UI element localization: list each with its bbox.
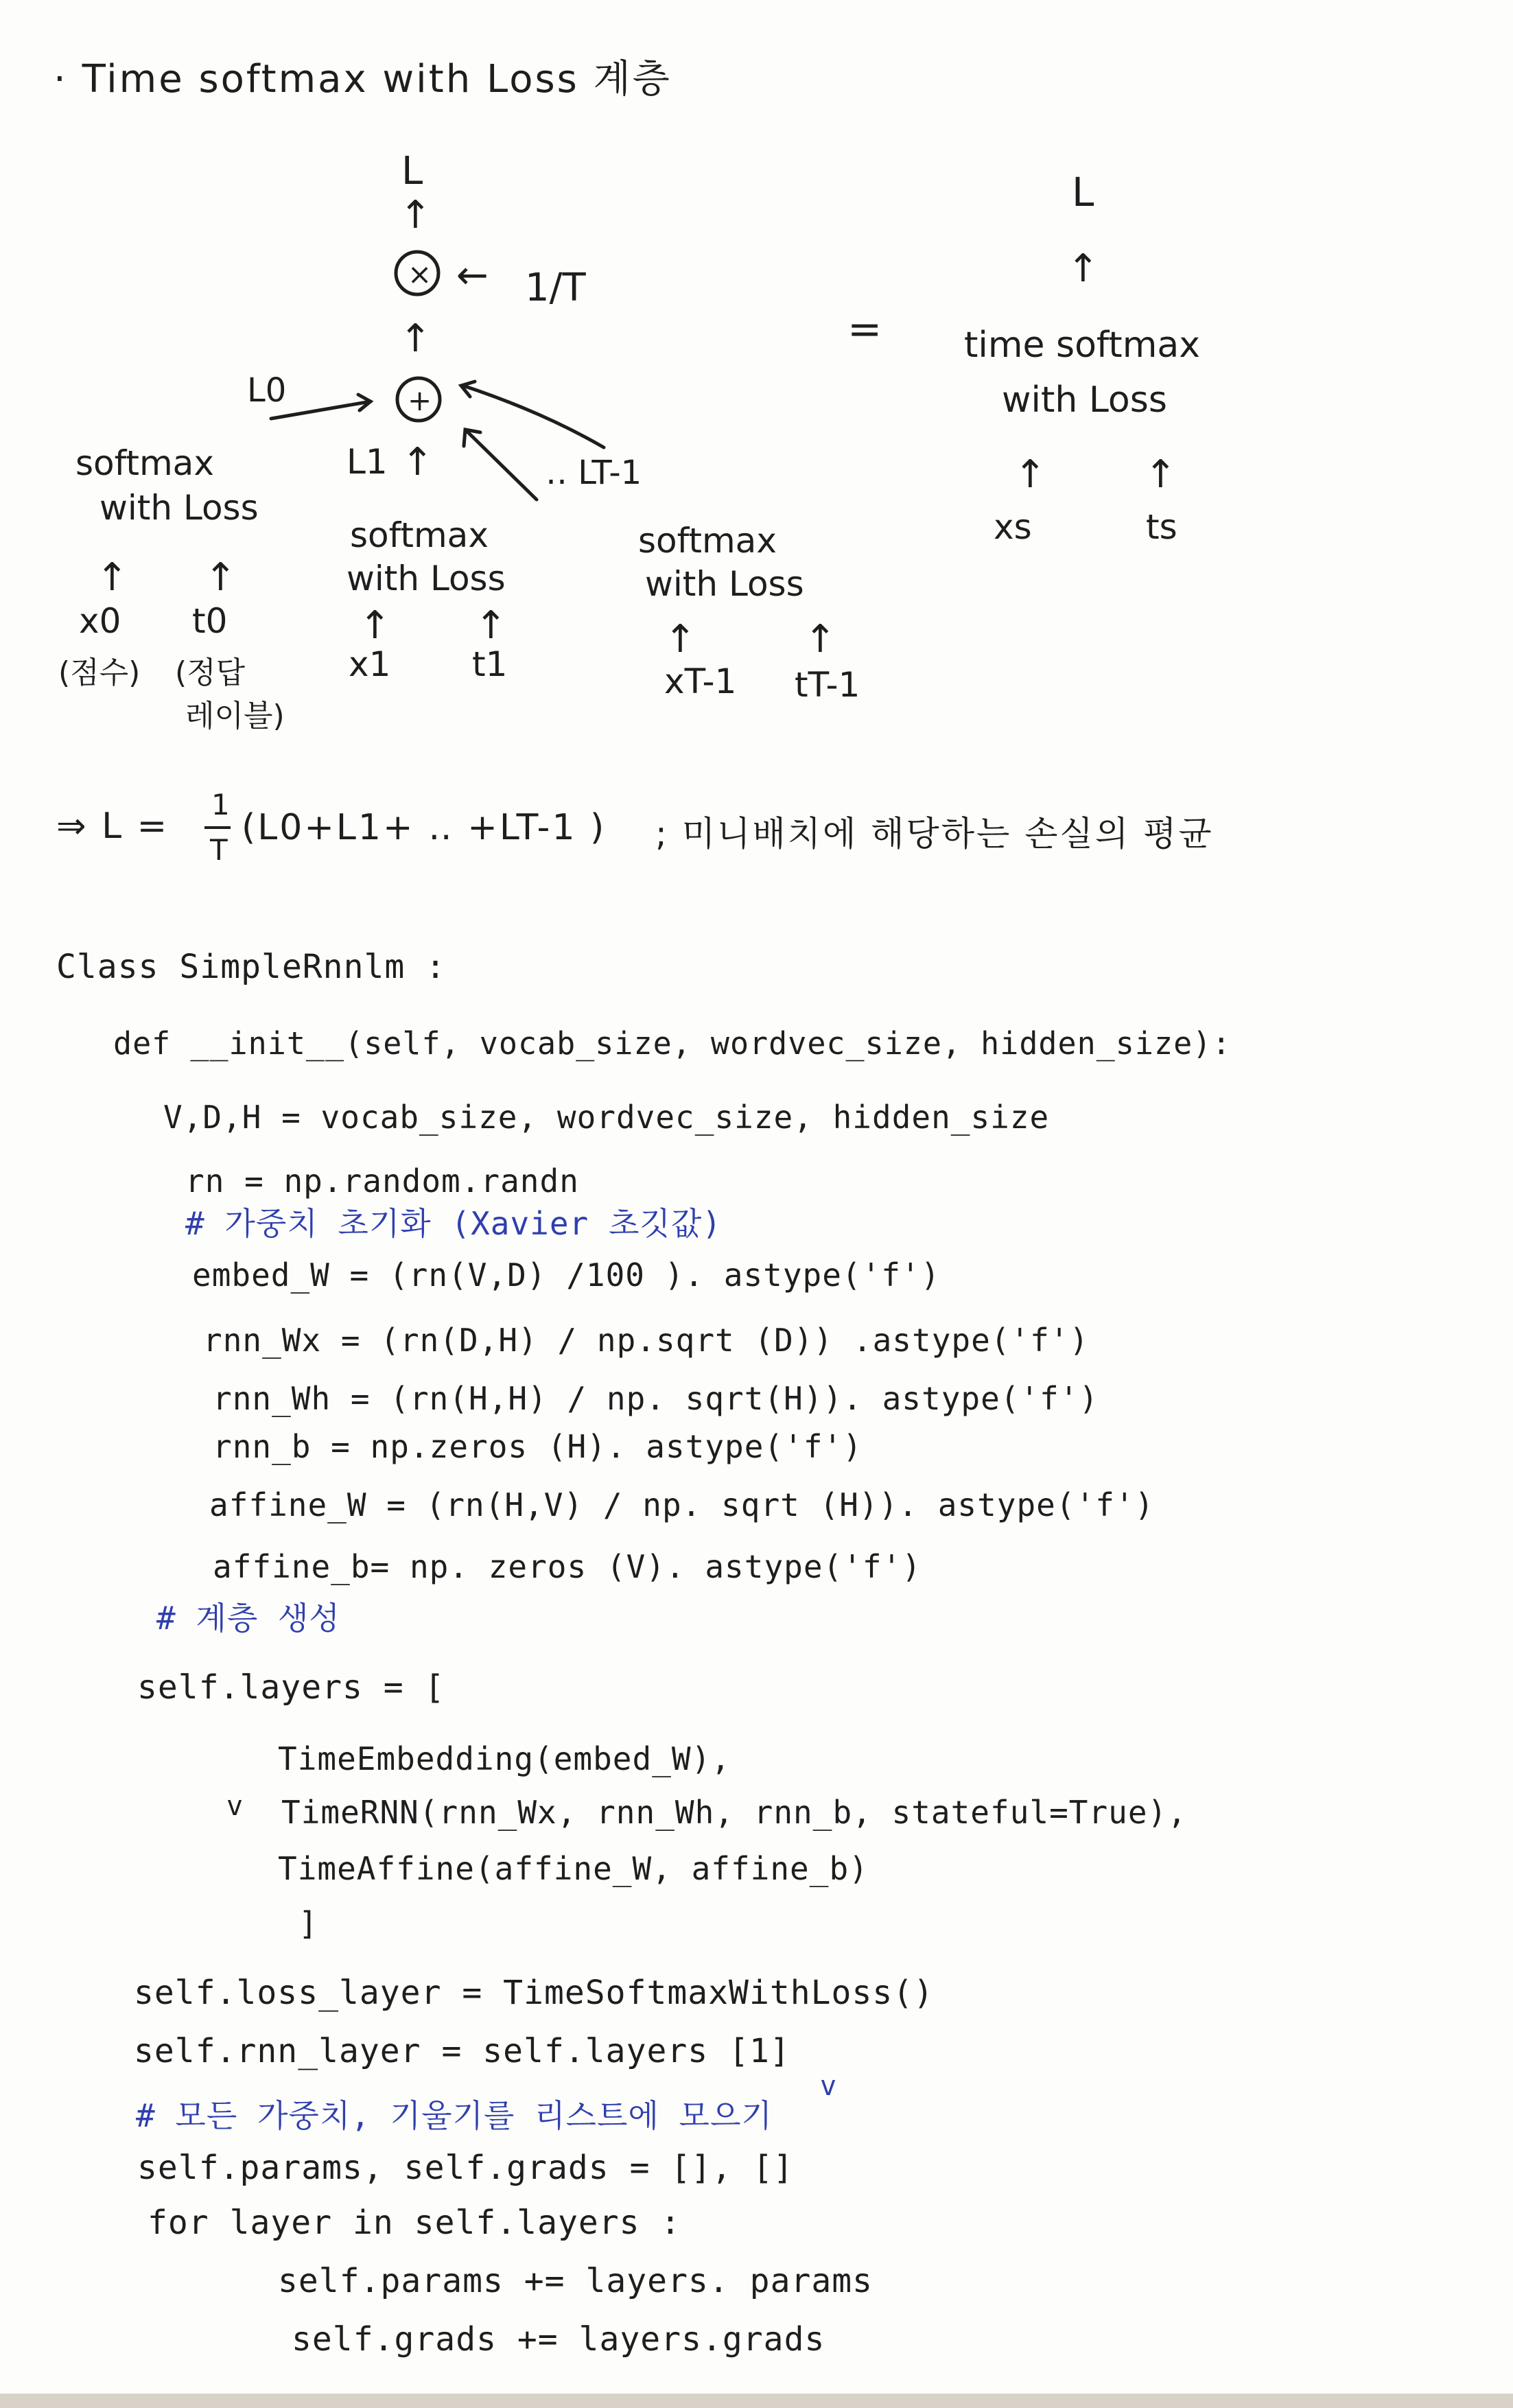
top-l-label: L (401, 149, 423, 194)
blockt-x: xT-1 (664, 662, 737, 701)
code-for-line: for layer in self.layers : (148, 2204, 681, 2242)
blockt-line1: softmax (638, 521, 777, 561)
block0-line2: with Loss (99, 488, 259, 528)
line-l1-to-plus (467, 431, 537, 500)
multiply-symbol: × (408, 257, 432, 291)
code-check1: v (226, 1790, 244, 1822)
block0-t: t0 (192, 601, 228, 641)
code-rnn-layer-line: self.rnn_layer = self.layers [1] (134, 2032, 790, 2070)
code-params-plus: self.params += layers. params (278, 2262, 873, 2300)
code-params-line: self.params, self.grads = [], [] (137, 2149, 794, 2187)
code-check2: v (820, 2070, 838, 2102)
code-comment-params: # 모든 가중치, 기울기를 리스트에 모으기 (136, 2097, 773, 2134)
formula-note: ; 미니배치에 해당하는 손실의 평균 (655, 814, 1214, 854)
arrow-up-right: ↑ (1067, 246, 1099, 291)
block0-t-note1: (정답 (175, 655, 246, 690)
block1-line1: softmax (350, 515, 489, 555)
arrow-up-3: ↑ (401, 440, 434, 484)
arrow-up-b0-x: ↑ (96, 555, 128, 600)
code-class-line: Class SimpleRnnlm : (56, 948, 447, 986)
code-aw-line: affine_W = (rn(H,V) / np. sqrt (H)). astype('f') (209, 1486, 1155, 1523)
code-layer3: TimeAffine(affine_W, affine_b) (278, 1850, 869, 1887)
block0-x-note: (점수) (58, 655, 141, 690)
formula-fraction-bar (204, 826, 231, 829)
code-layer2: TimeRNN(rnn_Wx, rnn_Wh, rnn_b, stateful=True), (281, 1794, 1187, 1831)
page-bottom-edge (0, 2394, 1513, 2408)
code-wh-line: rnn_Wh = (rn(H,H) / np. sqrt(H)). astype('f') (213, 1380, 1099, 1417)
arrow-up-b0-t: ↑ (204, 555, 237, 600)
plus-symbol: + (408, 384, 432, 417)
right-ts: ts (1146, 507, 1177, 547)
right-l-label: L (1072, 169, 1094, 215)
code-layers-close: ] (298, 1905, 318, 1942)
code-embed-line: embed_W = (rn(V,D) /100 ). astype('f') (192, 1256, 941, 1294)
right-line2: with Loss (1002, 379, 1167, 421)
equals-sign: = (847, 305, 882, 353)
code-loss-line: self.loss_layer = TimeSoftmaxWithLoss() (134, 1974, 935, 2012)
blockt-t: tT-1 (795, 665, 860, 705)
lt-label: ‥ LT-1 (546, 454, 642, 492)
arrow-up-ts: ↑ (1145, 452, 1177, 497)
code-layer1: TimeEmbedding(embed_W), (278, 1740, 731, 1777)
right-line1: time softmax (964, 325, 1200, 366)
one-over-t-label: 1/T (525, 266, 586, 310)
diagram-canvas (0, 0, 1513, 769)
arrow-up-xs: ↑ (1014, 452, 1046, 497)
arrow-up-b1-t: ↑ (475, 603, 507, 648)
block1-line2: with Loss (347, 559, 506, 598)
code-wx-line: rnn_Wx = (rn(D,H) / np.sqrt (D)) .astype('f') (203, 1322, 1090, 1359)
code-grads-plus: self.grads += layers.grads (292, 2320, 825, 2359)
page-title: · Time softmax with Loss 계층 (54, 57, 672, 102)
code-b-line: rnn_b = np.zeros (H). astype('f') (213, 1428, 863, 1465)
code-vdh-line: V,D,H = vocab_size, wordvec_size, hidden_size (163, 1099, 1050, 1136)
formula-sum: (L0+L1+ ‥ +LT-1 ) (242, 807, 607, 848)
formula-implies: ⇒ L = (56, 806, 169, 847)
block0-line1: softmax (75, 443, 214, 483)
block1-x: x1 (349, 644, 391, 684)
formula-numerator: 1 (211, 788, 232, 821)
code-layers-open: self.layers = [ (137, 1668, 445, 1707)
arrow-up-bt-t: ↑ (804, 617, 836, 662)
code-ab-line: affine_b= np. zeros (V). astype('f') (213, 1548, 922, 1585)
code-comment-layers: # 계층 생성 (156, 1600, 340, 1637)
block1-t: t1 (472, 644, 508, 684)
arrow-up-1: ↑ (399, 193, 432, 237)
code-comment-init: # 가중치 초기화 (Xavier 초깃값) (185, 1205, 722, 1242)
block0-t-note2: 레이블) (185, 699, 285, 734)
line-lt-to-plus (463, 386, 604, 447)
formula-denominator: T (210, 833, 230, 867)
code-def-line: def __init__(self, vocab_size, wordvec_size, hidden_size): (113, 1025, 1232, 1062)
l1-label: L1 (347, 442, 388, 482)
arrow-up-2: ↑ (399, 316, 432, 361)
arrow-up-bt-x: ↑ (664, 617, 696, 662)
right-xs: xs (994, 507, 1032, 547)
arrow-left-1: ← (456, 253, 489, 298)
code-rn-line: rn = np.random.randn (185, 1162, 579, 1200)
arrow-up-b1-x: ↑ (359, 603, 391, 648)
l0-label: L0 (247, 371, 287, 410)
blockt-line2: with Loss (645, 564, 804, 604)
block0-x: x0 (79, 601, 121, 641)
